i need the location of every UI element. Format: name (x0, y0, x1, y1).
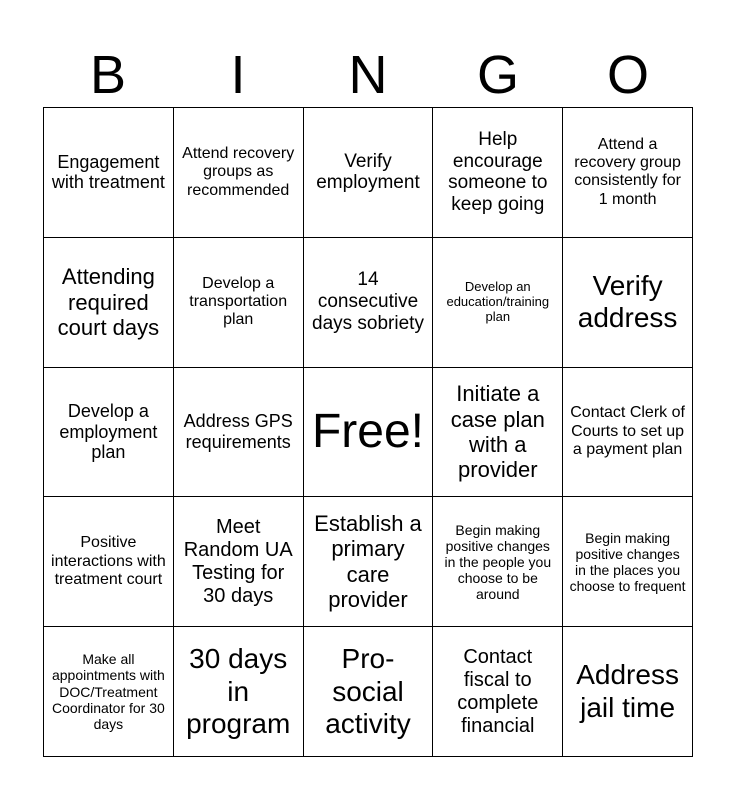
bingo-cell: Engagement with treatment (44, 108, 174, 238)
bingo-grid (43, 107, 693, 757)
bingo-cell: Begin making positive changes in the places you choose to frequent (563, 497, 693, 627)
bingo-cell: Address GPS requirements (174, 368, 304, 498)
header-letter-i: I (230, 45, 246, 105)
bingo-cell: Attend a recovery group consistently for 1 month (563, 108, 693, 238)
bingo-cell: 14 consecutive days sobriety (304, 238, 434, 368)
bingo-cell: Establish a primary care provider (304, 497, 434, 627)
bingo-cell: 30 days in program (174, 627, 304, 757)
header-letter-o: O (606, 45, 649, 105)
header-letter-b: B (89, 45, 127, 105)
bingo-cell: Begin making positive changes in the people you choose to be around (433, 497, 563, 627)
bingo-cell: Contact Clerk of Courts to set up a payment plan (563, 368, 693, 498)
bingo-cell: Develop a transportation plan (174, 238, 304, 368)
bingo-header (43, 42, 693, 108)
header-letter-g: G (476, 45, 519, 105)
bingo-cell: Attend recovery groups as recommended (174, 108, 304, 238)
bingo-cell: Positive interactions with treatment court (44, 497, 174, 627)
bingo-cell: Help encourage someone to keep going (433, 108, 563, 238)
bingo-cell: Contact fiscal to complete financial (433, 627, 563, 757)
bingo-cell: Develop a employment plan (44, 368, 174, 498)
bingo-cell: Pro-social activity (304, 627, 434, 757)
bingo-cell: Make all appointments with DOC/Treatment Coordinator for 30 days (44, 627, 174, 757)
bingo-cell: Meet Random UA Testing for 30 days (174, 497, 304, 627)
bingo-cell: Verify address (563, 238, 693, 368)
bingo-cell: Address jail time (563, 627, 693, 757)
header-letter-n: N (348, 45, 388, 105)
bingo-cell: Develop an education/training plan (433, 238, 563, 368)
bingo-cell: Initiate a case plan with a provider (433, 368, 563, 498)
bingo-cell: Verify employment (304, 108, 434, 238)
free-space: Free! (304, 368, 434, 498)
bingo-cell: Attending required court days (44, 238, 174, 368)
